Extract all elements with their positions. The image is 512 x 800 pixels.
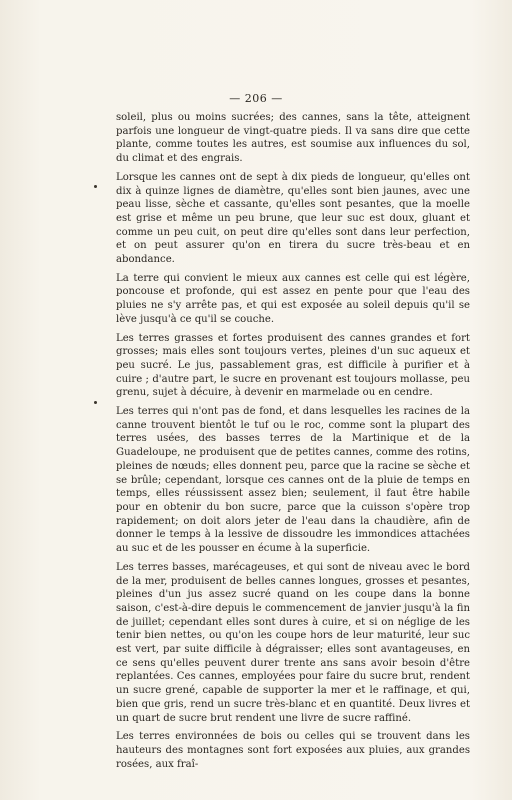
margin-mark <box>94 401 97 404</box>
paragraph-7: Les terres environnées de bois ou celles qui se trouvent dans les hauteurs des montagnes sont fort exposées aux pluies, aux grandes rosées, aux fraî- <box>116 731 470 770</box>
paragraph-2: Lorsque les cannes ont de sept à dix pieds de longueur, qu'elles ont dix à quinze lignes de diamètre, qu'elles sont bien jaunes, avec une peau lisse, sèche et cassante, qu'elles sont pesantes, que la moelle est grise et même un peu brune, que leur suc est doux, gluant et comme un peu cuit, on peut dire qu'elles sont dans leur perfection, et on peut assurer qu'on en tirera du sucre très-beau et en abondance. <box>116 171 470 266</box>
paragraph-6: Les terres basses, marécageuses, et qui sont de niveau avec le bord de la mer, produisent de belles cannes longues, grosses et pesantes, pleines d'un jus assez sucré quand on les coupe dans la bonne saison, c'est-à-dire depuis le commencement de janvier jusqu'à la fin de juillet; cependant elles sont dures à cuire, et si on néglige de les tenir bien nettes, ou qu'on les coupe hors de leur maturité, leur suc est vert, par suite difficile à dégraisser; elles sont avantageuses, en ce sens qu'elles peuvent durer trente ans sans avoir besoin d'être replantées. Ces cannes, employées pour faire du sucre brut, rendent un sucre grené, capable de supporter la mer et le raffinage, et qui, bien que gris, rend un sucre très-blanc et en quantité. Deux livres et un quart de sucre brut rendent une livre de sucre raffiné. <box>116 561 470 724</box>
paragraph-3: La terre qui convient le mieux aux cannes est celle qui est légère, poncouse et profonde, qui est assez en pente pour que l'eau des pluies ne s'y arrête pas, et qui est exposée au soleil depuis qu'il se lève jusqu'à ce qu'il se couche. <box>116 272 470 325</box>
page-number: — 206 — <box>229 92 283 105</box>
paragraph-1: soleil, plus ou moins sucrées; des cannes, sans la tête, atteignent parfois une longueur de vingt-quatre pieds. Il va sans dire que cette plante, comme toutes les autres, est soumise aux influences du sol, du climat et des engrais. <box>116 112 470 165</box>
paragraph-5: Les terres qui n'ont pas de fond, et dans lesquelles les racines de la canne trouvent bientôt le tuf ou le roc, comme sont la plupart des terres usées, des basses terres de la Martinique et de la Guadeloupe, ne produisent que de petites cannes, comme des rotins, pleines de nœuds; elles donnent peu, parce que la racine se sèche et se brûle; cependant, lorsque ces cannes ont de la pluie de temps en temps, elles réussissent assez bien; seulement, il faut être habile pour en obtenir du bon sucre, parce que la cuisson s'opère trop rapidement; on doit alors jeter de l'eau dans la chaudière, afin de donner le temps à la lessive de dissoudre les immondices attachées au suc et de les pousser en écume à la superficie. <box>116 406 470 555</box>
margin-mark <box>94 185 97 188</box>
body-text <box>116 111 470 771</box>
paragraph-4: Les terres grasses et fortes produisent des cannes grandes et fort grosses; mais elles sont toujours vertes, pleines d'un suc aqueux et peu sucré. Le jus, passablement gras, est difficile à purifier et à cuire ; d'autre part, le sucre en provenant est toujours mollasse, peu grenu, sujet à décuire, à devenir en marmelade ou en cendre. <box>116 332 470 399</box>
